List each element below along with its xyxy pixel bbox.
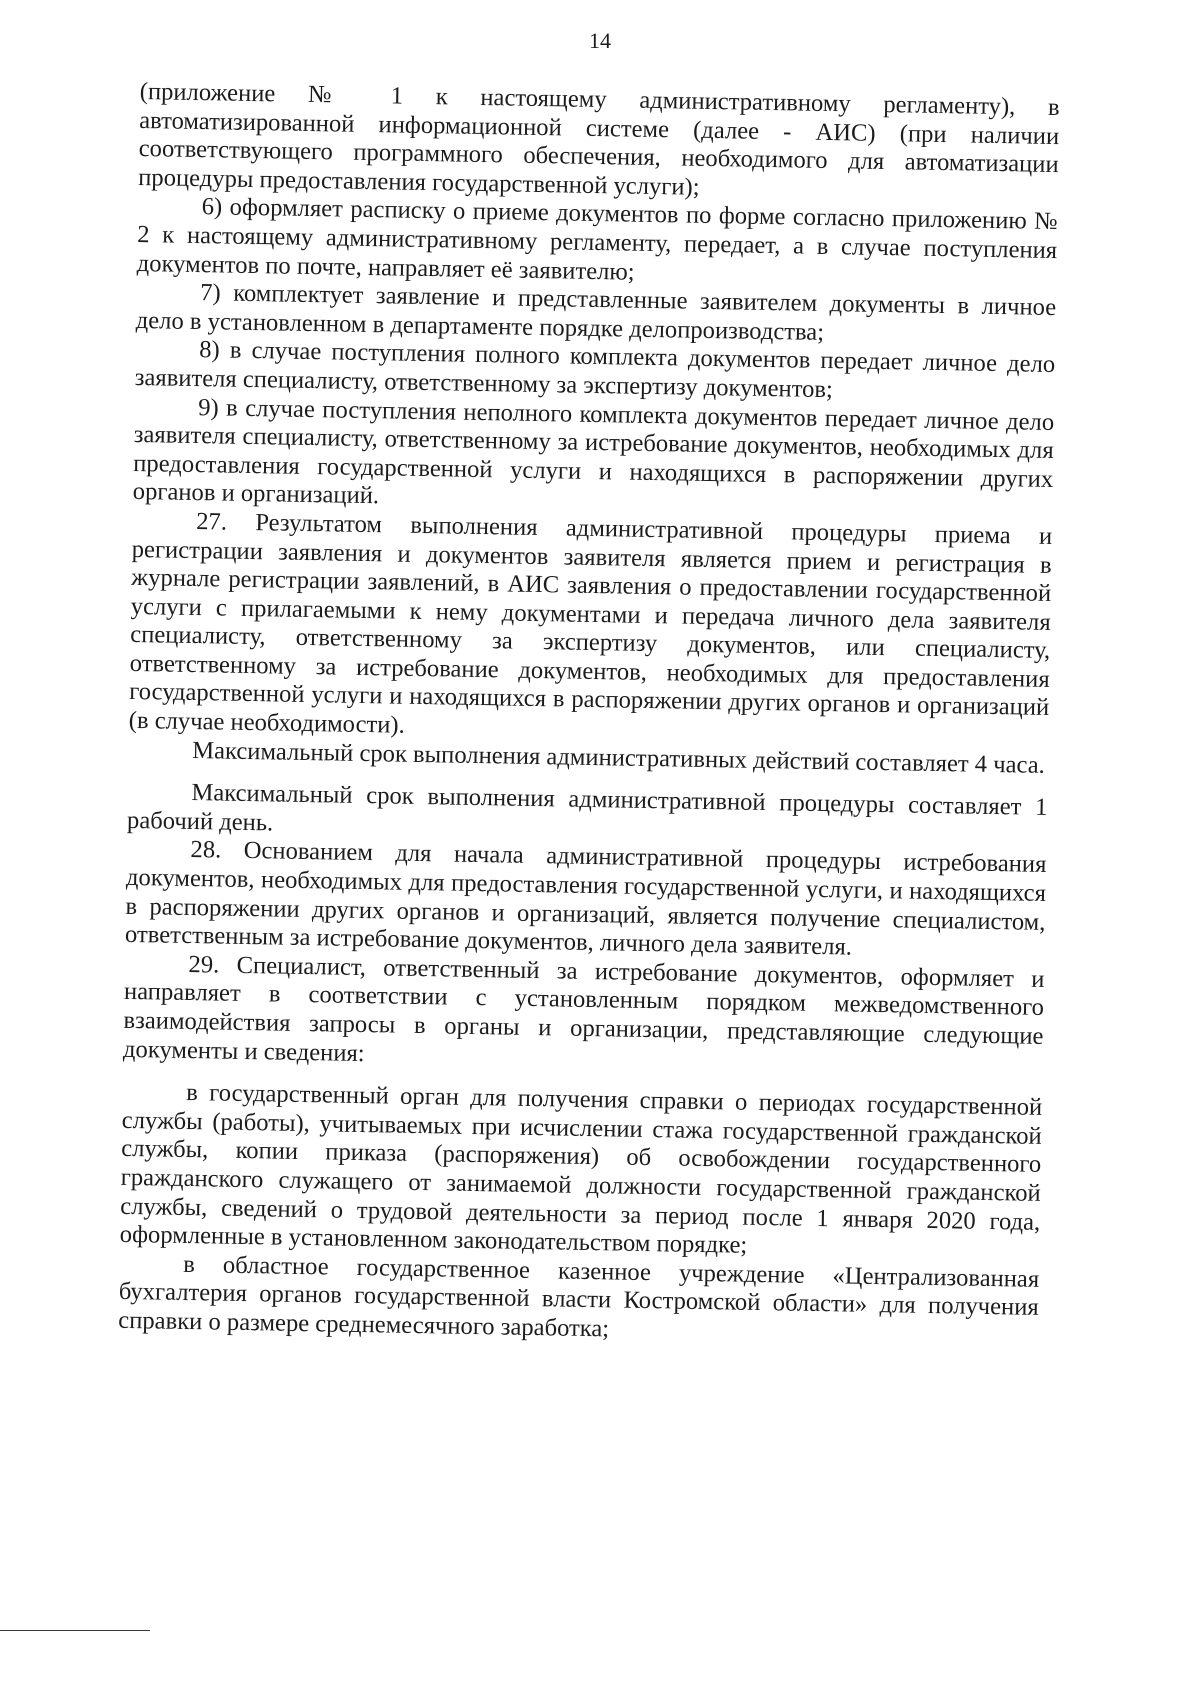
clause-29: 29. Специалист, ответственный за истребование документов, оформляет и направляет в соответствии с установленным порядком межведомственного взаимодействия запросы в органы и организации, представляющие следующие документы и сведения: — [122, 950, 1045, 1067]
clause-29-item-state-body: в государственный орган для получения справки о периодах государственной службы (работы), учитываемых при исчислении стажа государственной гражданской службы, копии приказа (распоряжения) об освобождении государственного гражданского служащего от занимаемой должности государственной гражданской службы, сведений о трудовой деятельности за период после 1 января 2020 года, оформленные в установленном законодательством порядке; — [119, 1079, 1043, 1259]
list-item-8: 8) в случае поступления полного комплекта документов передает личное дело заявителя специалисту, ответственному за экспертизу документов; — [134, 336, 1056, 404]
clause-27-max-time-actions: Максимальный срок выполнения административных действий составляет 4 часа. — [192, 736, 1046, 779]
page-number: 14 — [589, 28, 611, 53]
paragraph-continuation: (приложение № 1 к настоящему административному регламенту), в автоматизированной информационной системе (далее - АИС) (при наличии соответствующего программного обеспечения, необходимого для автоматизации процедуры предоставления государственной услуги); — [138, 78, 1060, 201]
clause-28: 28. Основанием для начала административной процедуры истребования документов, необходимых для предоставления государственной услуги, и находящихся в распоряжении других органов и организаций, является получение специалистом, ответственным за истребование документов, личного дела заявителя. — [124, 836, 1047, 961]
list-item-6: 6) оформляет расписку о приеме документов по форме согласно приложению № 2 к настоящему административному регламенту, передает, а в случае поступления документов по почте, направляет её заявителю; — [136, 193, 1058, 286]
document-body — [118, 78, 1060, 1351]
clause-29-item-accounting: в областное государственное казенное учреждение «Централизованная бухгалтерия органов государственной власти Костромской области» для получения справки о размере среднемесячного заработка; — [118, 1250, 1040, 1343]
list-item-9: 9) в случае поступления неполного комплекта документов передает личное дело заявителя специалисту, ответственному за истребование документов, необходимых для предоставления государственной услуги и находящихся в распоряжении других органов и организаций. — [132, 393, 1055, 510]
clause-27-max-time-procedure: Максимальный срок выполнения административной процедуры составляет 1 рабочий день. — [126, 779, 1048, 837]
clause-27: 27. Результатом выполнения административной процедуры приема и регистрации заявления и документов заявителя является прием и регистрация в журнале регистрации заявлений, в АИС заявления о предоставлении государственной услуги с прилагаемыми к нему документами и передача личного дела заявителя специалисту, ответственному за экспертизу документов, или специалисту, ответственному за истребование документов, необходимых для предоставления государственной услуги и находящихся в распоряжении других органов и организаций (в случае необходимости). — [128, 507, 1053, 739]
footnote-divider — [0, 1630, 150, 1631]
list-item-7: 7) комплектует заявление и представленные заявителем документы в личное дело в установленном в департаменте порядке делопроизводства; — [135, 279, 1057, 346]
